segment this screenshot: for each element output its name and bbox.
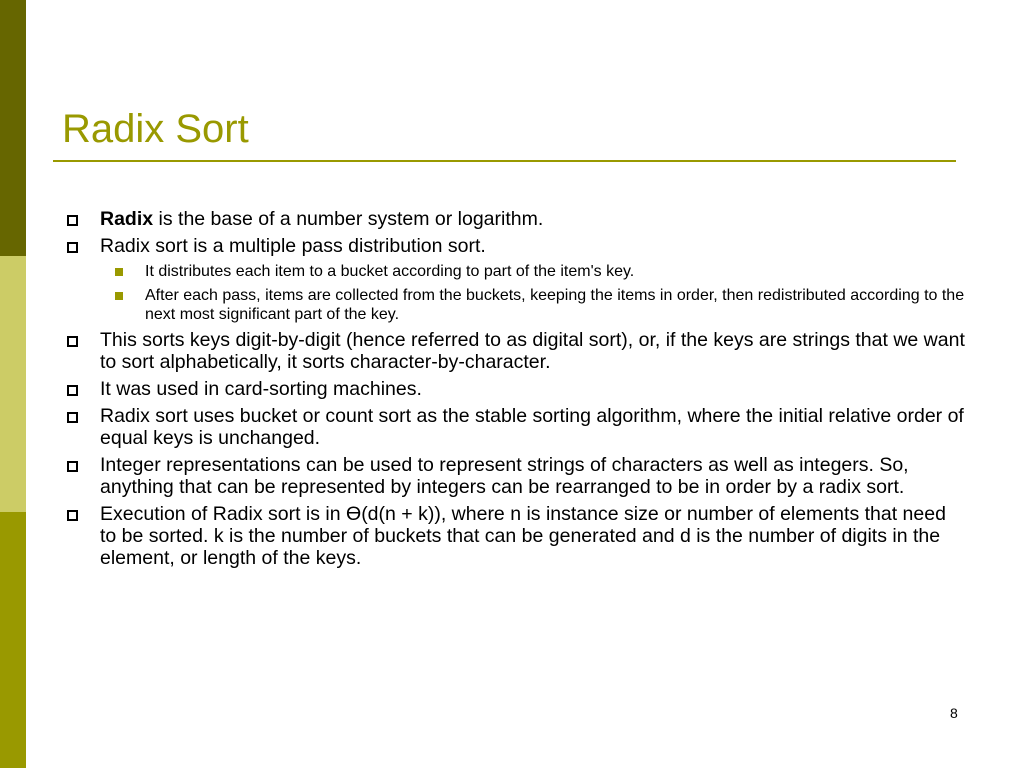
hollow-square-bullet-icon bbox=[67, 461, 78, 472]
sub-bullet-text: It distributes each item to a bucket according to part of the item's key. bbox=[145, 263, 635, 280]
bullet-item bbox=[62, 329, 967, 373]
hollow-square-bullet-icon bbox=[67, 412, 78, 423]
page-number: 8 bbox=[950, 705, 958, 721]
sidebar-top-block bbox=[0, 0, 26, 256]
sub-bullet-item bbox=[62, 262, 967, 281]
bullet-bold-term: Radix bbox=[100, 208, 154, 230]
hollow-square-bullet-icon bbox=[67, 336, 78, 347]
filled-square-bullet-icon bbox=[115, 292, 123, 300]
filled-square-bullet-icon bbox=[115, 268, 123, 276]
bullet-text: It was used in card-sorting machines. bbox=[100, 378, 422, 400]
bullet-item bbox=[62, 208, 967, 230]
bullet-item bbox=[62, 454, 967, 498]
bullet-text: This sorts keys digit-by-digit (hence referred to as digital sort), or, if the keys are strings that we want to sort alphabetically, it sorts character-by-character. bbox=[100, 329, 965, 373]
bullet-item bbox=[62, 235, 967, 257]
bullet-text: is the base of a number system or logarithm. bbox=[153, 208, 544, 230]
bullet-text: Integer representations can be used to represent strings of characters as well as integers. So, anything that can be represented by integers can be rearranged to be in order by a radix sort. bbox=[100, 454, 909, 498]
bullet-item bbox=[62, 378, 967, 400]
bullet-text: Radix sort uses bucket or count sort as the stable sorting algorithm, where the initial relative order of equal keys is unchanged. bbox=[100, 405, 964, 449]
bullet-item bbox=[62, 503, 967, 569]
bullet-item bbox=[62, 405, 967, 449]
hollow-square-bullet-icon bbox=[67, 385, 78, 396]
sub-bullet-text: After each pass, items are collected from the buckets, keeping the items in order, then redistributed according to the next most significant part of the key. bbox=[145, 287, 965, 323]
hollow-square-bullet-icon bbox=[67, 242, 78, 253]
slide-title: Radix Sort bbox=[62, 107, 249, 151]
hollow-square-bullet-icon bbox=[67, 510, 78, 521]
sub-bullet-item bbox=[62, 286, 967, 324]
sidebar-bottom-block bbox=[0, 512, 26, 768]
bullet-text: Execution of Radix sort is in ϴ(d(n + k)), where n is instance size or number of elements that need to be sorted. k is the number of buckets that can be generated and d is the number of digits in the element, or length of the keys. bbox=[100, 503, 946, 569]
bullet-list bbox=[62, 208, 967, 574]
bullet-text: Radix sort is a multiple pass distribution sort. bbox=[100, 235, 486, 257]
sidebar-middle-block bbox=[0, 256, 26, 512]
hollow-square-bullet-icon bbox=[67, 215, 78, 226]
title-underline bbox=[53, 160, 956, 162]
